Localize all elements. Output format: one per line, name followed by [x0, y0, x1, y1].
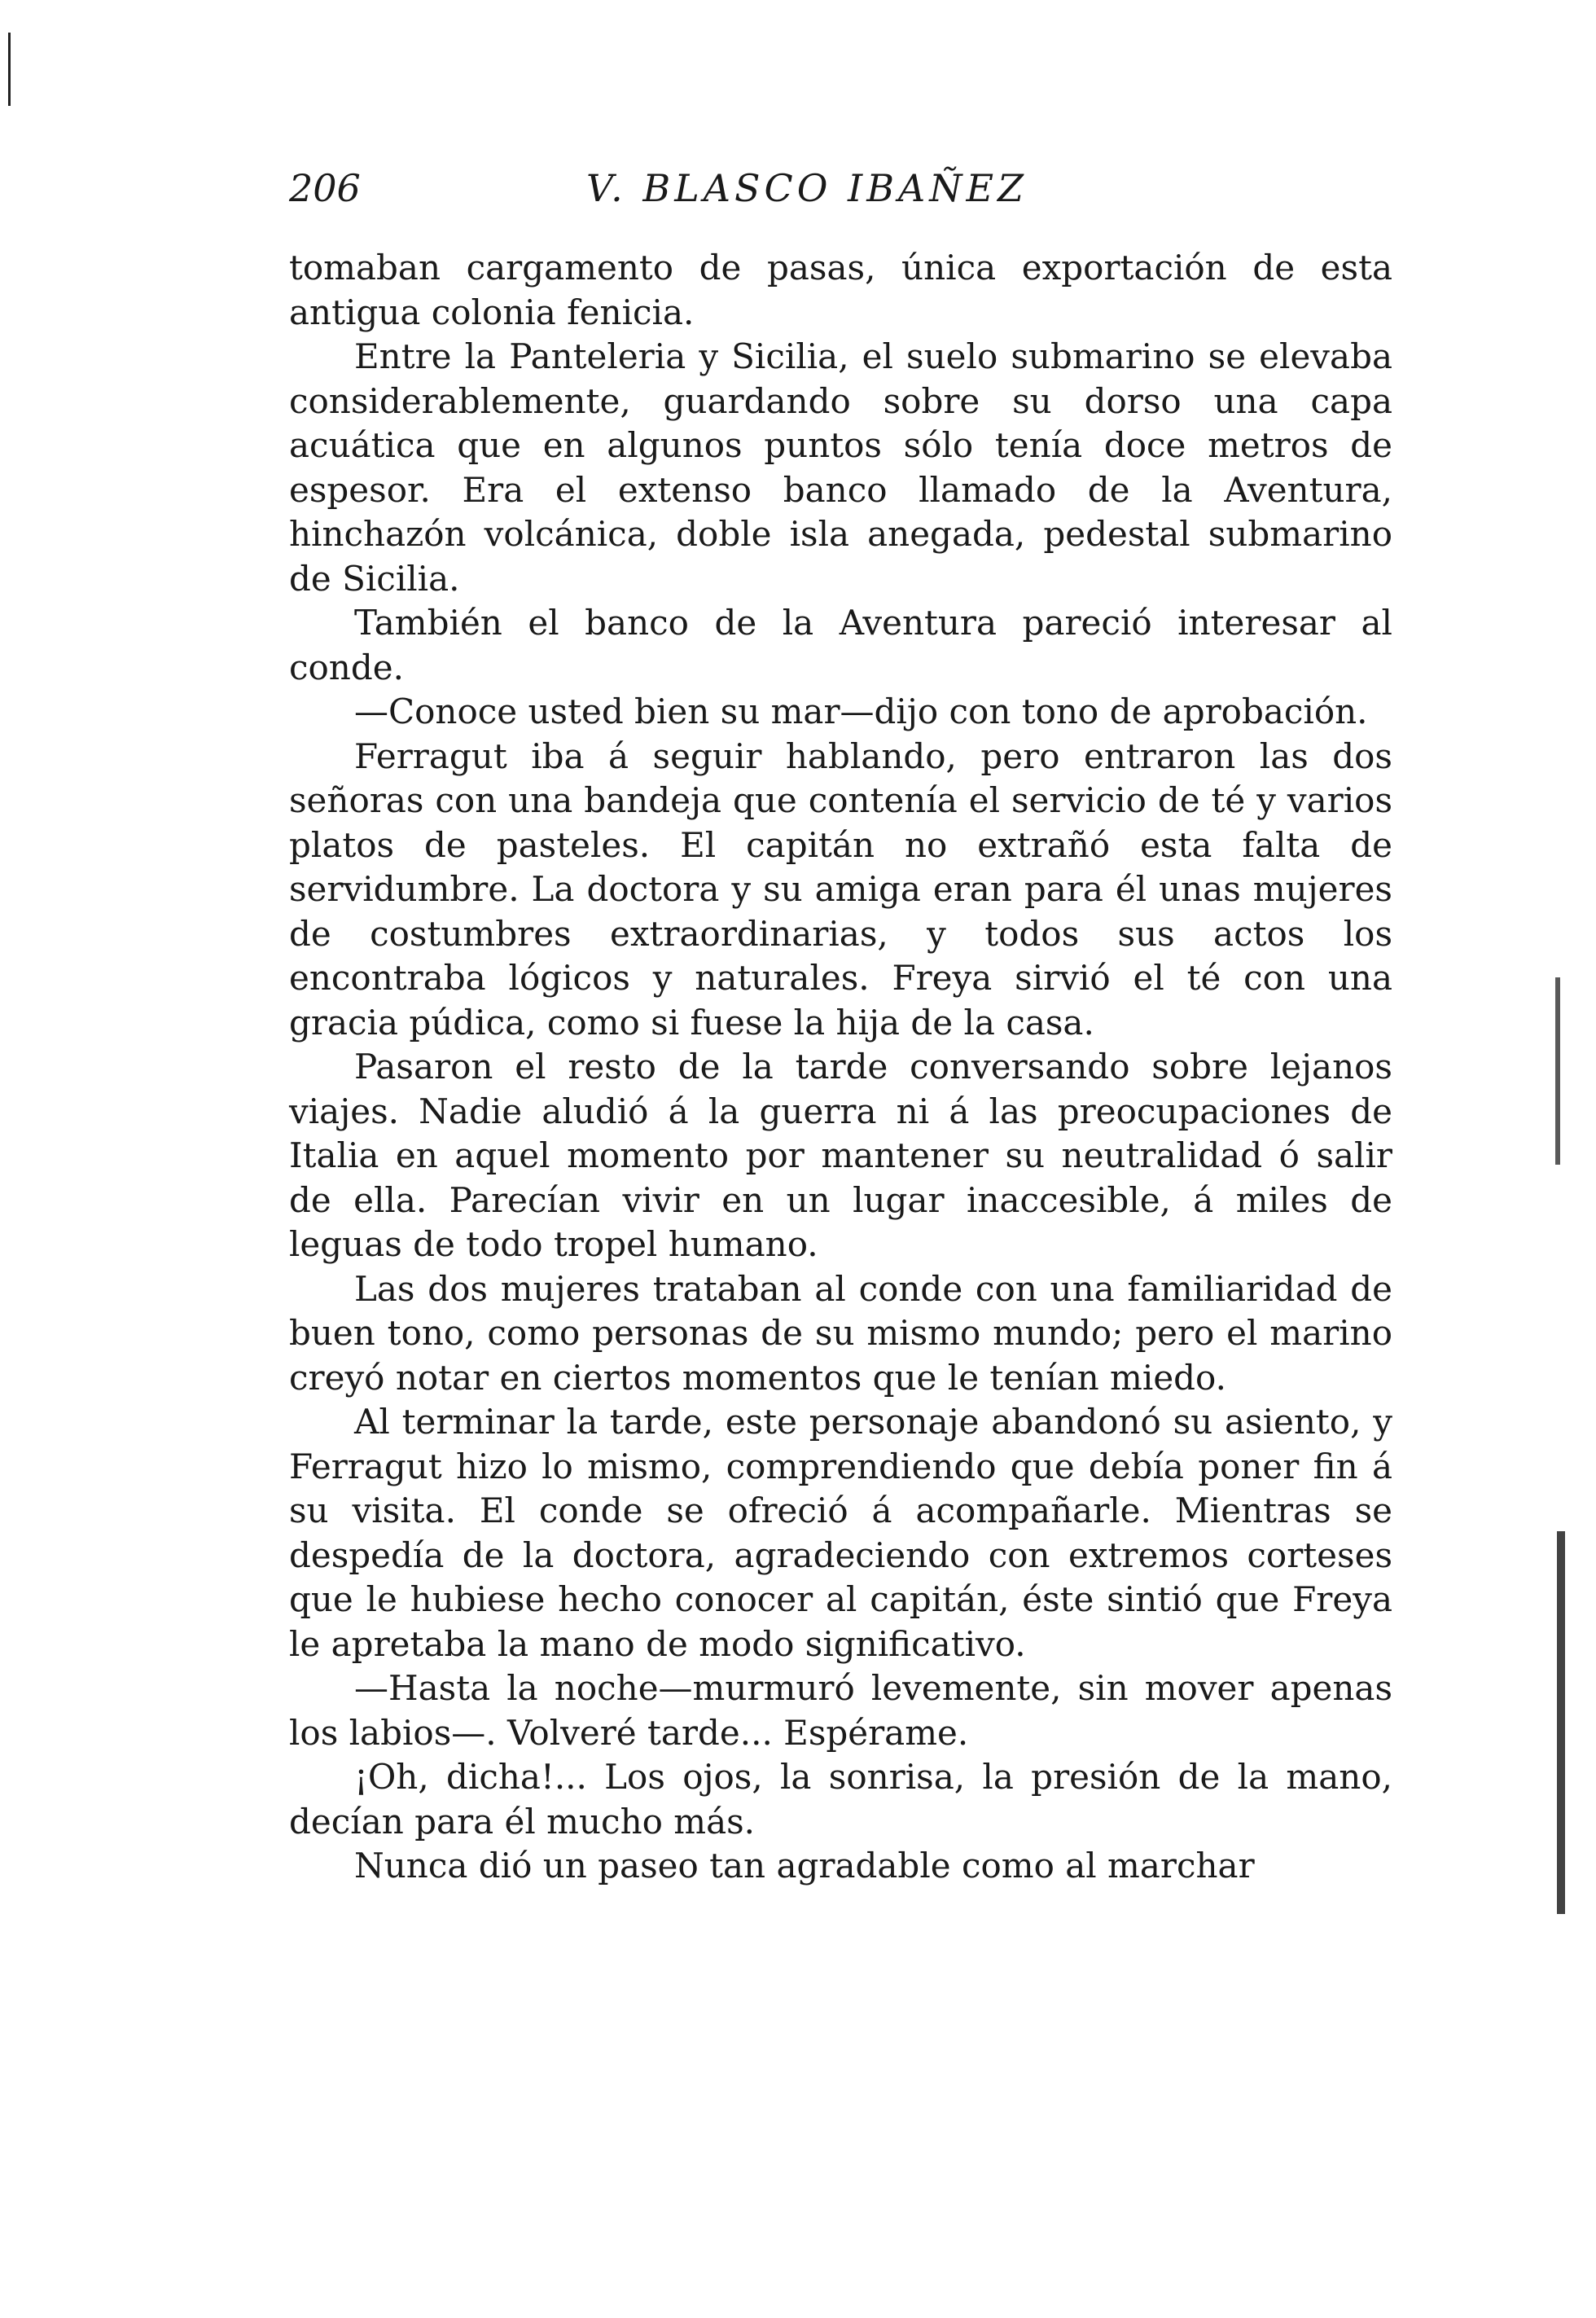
paragraph: Pasaron el resto de la tarde conversando sobre lejanos viajes. Nadie aludió á la guerra ni á las preocupaciones de Italia en aquel momento por mantener su neutralidad ó salir de ella. Parecían vivir en un lugar inaccesible, á miles de leguas de todo tropel humano. [289, 1047, 1392, 1264]
paragraph: Las dos mujeres trataban al conde con una familiaridad de buen tono, como personas de su mismo mundo; pero el marino creyó notar en ciertos momentos que le tenían miedo. [289, 1268, 1392, 1398]
paragraph: —Conoce usted bien su mar—dijo con tono de aprobación. [354, 691, 1368, 731]
scan-edge-mark [1557, 1531, 1565, 1914]
body-text [289, 246, 1392, 1889]
scan-edge-mark [8, 33, 11, 106]
page-header [289, 160, 1392, 217]
paragraph: También el banco de la Aventura pareció interesar al conde. [289, 603, 1392, 687]
paragraph: Entre la Panteleria y Sicilia, el suelo submarino se elevaba considerablemente, guardando sobre su dorso una capa acuática que en algunos puntos sólo tenía doce metros de espesor. Era el extenso banco llamado de la Aventura, hinchazón volcánica, doble isla anegada, pedestal submarino de Sicilia. [289, 336, 1392, 599]
paragraph: ¡Oh, dicha!... Los ojos, la sonrisa, la presión de la mano, decían para él mucho más. [289, 1757, 1392, 1842]
scan-edge-mark [1555, 977, 1560, 1165]
paragraph: Al terminar la tarde, este personaje abandonó su asiento, y Ferragut hizo lo mismo, comprendiendo que debía poner fin á su visita. El conde se ofreció á acompañarle. Mientras se despedía de la doctora, agradeciendo con extremos corteses que le hubiese hecho conocer al capitán, éste sintió que Freya le apretaba la mano de modo significativo. [289, 1402, 1392, 1664]
paragraph: Ferragut iba á seguir hablando, pero entraron las dos señoras con una bandeja que contenía el servicio de té y varios platos de pasteles. El capitán no extrañó esta falta de servidumbre. La doctora y su amiga eran para él unas mujeres de costumbres extraordinarias, y todos sus actos los encontraba lógicos y naturales. Freya sirvió el té con una gracia púdica, como si fuese la hija de la casa. [289, 735, 1392, 1043]
running-head: V. BLASCO IBAÑEZ [586, 166, 1028, 210]
page-number: 206 [289, 166, 361, 210]
paragraph: Nunca dió un paseo tan agradable como al marchar [354, 1846, 1255, 1886]
paragraph: tomaban cargamento de pasas, única exportación de esta antigua colonia fenicia. [289, 248, 1392, 332]
paragraph: —Hasta la noche—murmuró levemente, sin mover apenas los labios—. Volveré tarde... Espérame. [289, 1668, 1392, 1753]
